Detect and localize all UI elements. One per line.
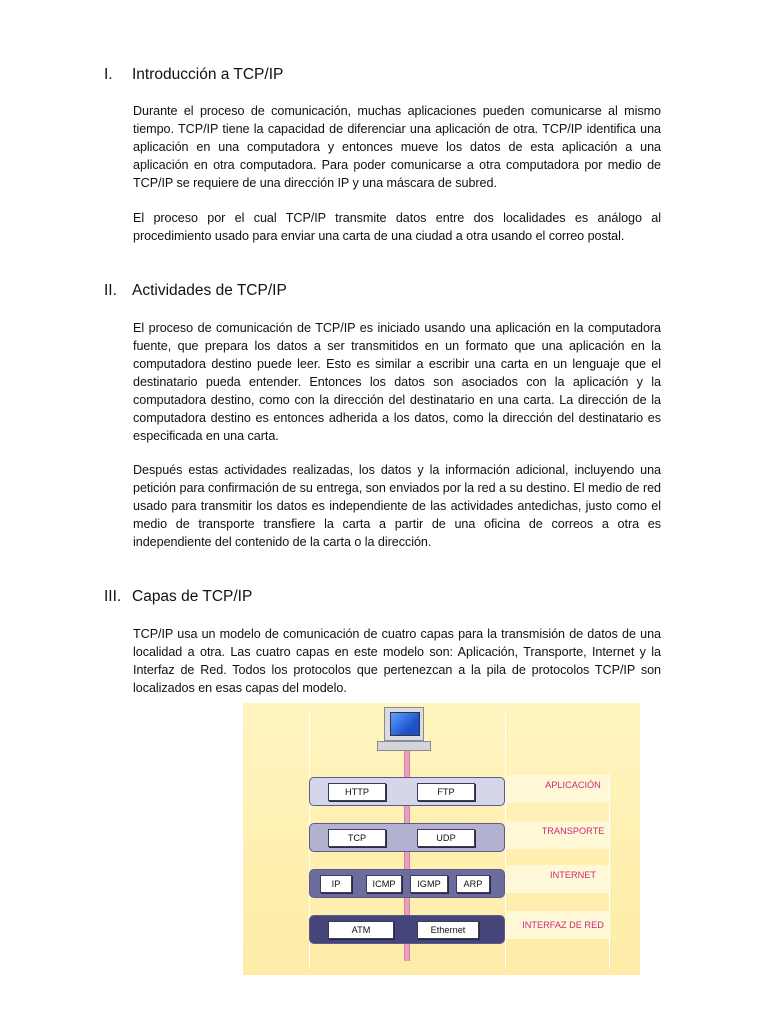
tcpip-layers-diagram (243, 703, 640, 975)
paragraph: TCP/IP usa un modelo de comunicación de cuatro capas para la transmisión de datos de una localidad a otra. Las cuatro capas en este modelo son: Aplicación, Transporte, Internet y la Interfaz de Red. Todos los protocolos que pertenezcan a la pila de protocolos TCP/IP son localizados en esas capas del modelo. (133, 627, 661, 695)
section-heading-1 (104, 66, 283, 84)
layer-label: INTERFAZ DE RED (522, 920, 604, 930)
paragraph: El proceso de comunicación de TCP/IP es iniciado usando una aplicación en la computadora fuente, que prepara los datos a ser transmitidos en un formato que una aplicación en la computadora destino puede leer. Esto es similar a escribir una carta en un lenguaje que el destinatario pueda entender. Entonces los datos son asociados con la aplicación y la computadora destino, como con la dirección del destinatario en una carta. La dirección de la computadora destino es entonces adherida a los datos, como la dirección del destinatario es especificada en una carta. (133, 321, 661, 443)
layer-internet (309, 869, 505, 898)
paragraph: Durante el proceso de comunicación, muchas aplicaciones pueden comunicarse al mismo tiempo. TCP/IP tiene la capacidad de diferenciar una aplicación de otra. TCP/IP identifica una aplicación en una computadora y entonces mueve los datos de esta aplicación a una aplicación en otra computadora. Para poder comunicarse a otra computadora por medio de TCP/IP se requiere de una dirección IP y una máscara de subred. (133, 104, 661, 190)
protocol-box: Ethernet (417, 921, 479, 939)
protocol-box: ICMP (366, 875, 402, 893)
layer-label: TRANSPORTE (541, 826, 605, 836)
section-heading-3 (104, 588, 252, 606)
paragraph: El proceso por el cual TCP/IP transmite datos entre dos localidades es análogo al procedimiento usado para enviar una carta de una ciudad a otra usando el correo postal. (133, 211, 661, 243)
protocol-box: IGMP (410, 875, 448, 893)
layer-aplicacion (309, 777, 505, 806)
layer-label: INTERNET (550, 870, 596, 880)
layer-label: APLICACIÓN (545, 780, 601, 790)
layer-interfaz-de-red (309, 915, 505, 944)
section-title: Capas de TCP/IP (132, 588, 253, 605)
protocol-box: TCP (328, 829, 386, 847)
layer-transporte (309, 823, 505, 852)
protocol-box: ARP (456, 875, 490, 893)
section-number: III. (104, 588, 122, 605)
protocol-box: FTP (417, 783, 475, 801)
protocol-box: HTTP (328, 783, 386, 801)
protocol-box: UDP (417, 829, 475, 847)
protocol-box: ATM (328, 921, 394, 939)
paragraph: Después estas actividades realizadas, los datos y la información adicional, incluyendo una petición para confirmación de su entrega, son enviados por la red a su destino. El medio de red usado para transmitir los datos es independiente de las actividades antedichas, justo como el medio de transporte transfiere la carta a partir de una oficina de correos a otra es independiente del contenido de la carta o la dirección. (133, 463, 661, 549)
section-heading-2 (104, 282, 287, 300)
protocol-box: IP (320, 875, 352, 893)
section-title: Actividades de TCP/IP (132, 282, 287, 299)
section-title: Introducción a TCP/IP (132, 66, 284, 83)
section-number: II. (104, 282, 117, 299)
section-number: I. (104, 66, 113, 83)
